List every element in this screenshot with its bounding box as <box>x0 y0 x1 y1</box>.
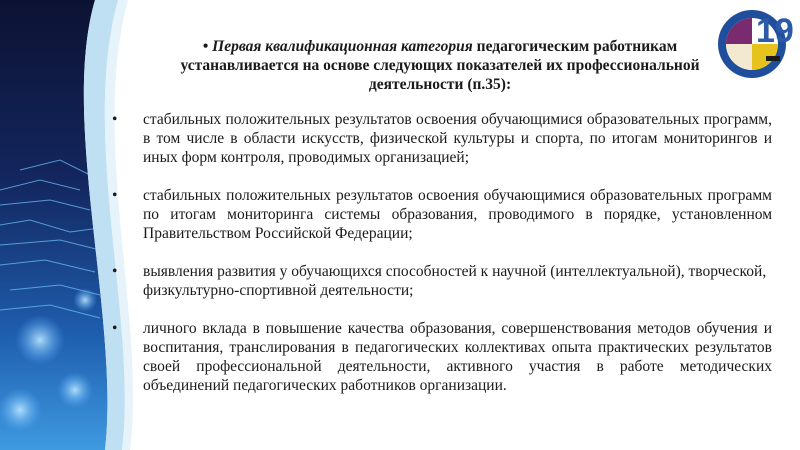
item-text: стабильных положительных результатов освоения обучающимися образовательных программ, в том числе в области искусств, физической культуры и спорта, по итогам мониторингов и иных форм контроля, проводимых организацией; <box>143 111 772 166</box>
bullet: • <box>112 263 118 280</box>
heading-text: педагогическим работникам устанавливается на основе следующих показателей их профессиональной деятельности (п.35): <box>180 38 700 93</box>
bullet: • <box>112 111 118 128</box>
svg-text:19: 19 <box>756 12 794 50</box>
bullet: • <box>112 187 118 204</box>
criteria-list <box>112 110 772 414</box>
item-text: выявления развития у обучающихся способностей к научной (интеллектуальной), творческой, физкультурно-спортивной деятельности; <box>143 263 767 299</box>
list-item <box>112 186 772 243</box>
list-item <box>112 319 772 395</box>
list-item <box>112 110 772 167</box>
heading-bullet: • <box>202 38 209 55</box>
item-text: личного вклада в повышение качества образования, совершенствования методов обучения и воспитания, транслирования в педагогических коллективах опыта практических результатов своей профессиональной деятельности, активного участия в работе методических объединений педагогических работников организации. <box>143 320 772 394</box>
bullet: • <box>112 320 118 337</box>
slide-heading <box>148 37 732 94</box>
heading-italic: Первая квалификационная категория <box>212 38 473 55</box>
item-text: стабильных положительных результатов освоения обучающимися образовательных программ по итогам мониторинга системы образования, проводимого в порядке, установленном Правительством Российской Федерации; <box>143 187 772 242</box>
list-item <box>112 262 772 300</box>
